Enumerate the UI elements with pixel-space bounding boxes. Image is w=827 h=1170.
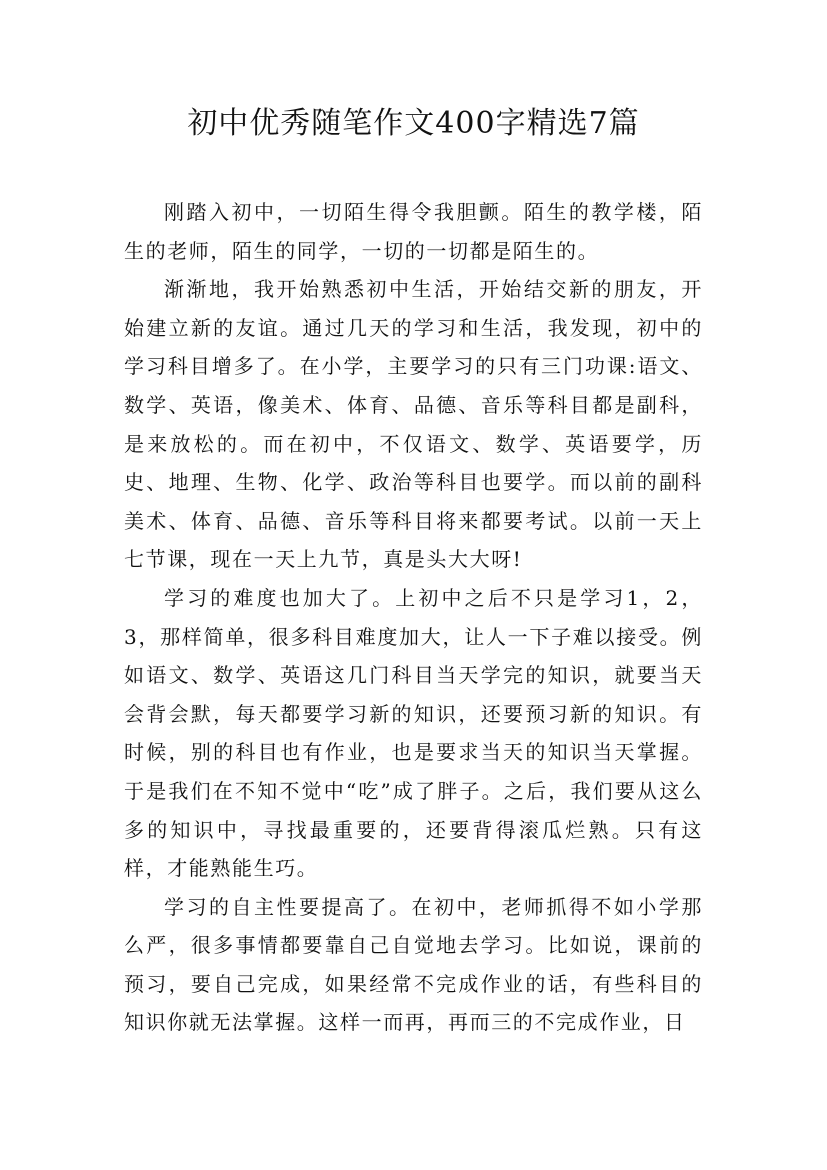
paragraph-3: 学习的难度也加大了。上初中之后不只是学习1，2，3，那样简单，很多科目难度加大，让人一下子难以接受。例如语文、数学、英语这几门科目当天学完的知识，就要当天会背会默，每天都要学习新的知识，还要预习新的知识。有时候，别的科目也有作业，也是要求当天的知识当天掌握。于是我们在不知不觉中“吃”成了胖子。之后，我们要从这么多的知识中，寻找最重要的，还要背得滚瓜烂熟。只有这样，才能熟能生巧。 [124,585,703,881]
document-body [124,193,703,1042]
paragraph-4: 学习的自主性要提高了。在初中，老师抓得不如小学那么严，很多事情都要靠自己自觉地去学习。比如说，课前的预习，要自己完成，如果经常不完成作业的话，有些科目的知识你就无法掌握。这样一而再，再而三的不完成作业，日 [124,894,703,1035]
document-title: 初中优秀随笔作文400字精选7篇 [187,106,640,141]
paragraph-1: 刚踏入初中，一切陌生得令我胆颤。陌生的教学楼，陌生的老师，陌生的同学，一切的一切都是陌生的。 [124,200,703,263]
paragraph-2: 渐渐地，我开始熟悉初中生活，开始结交新的朋友，开始建立新的友谊。通过几天的学习和生活，我发现，初中的学习科目增多了。在小学，主要学习的只有三门功课:语文、数学、英语，像美术、体育、品德、音乐等科目都是副科，是来放松的。而在初中，不仅语文、数学、英语要学，历史、地理、生物、化学、政治等科目也要学。而以前的副科美术、体育、品德、音乐等科目将来都要考试。以前一天上七节课，现在一天上九节，真是头大大呀! [124,277,703,572]
